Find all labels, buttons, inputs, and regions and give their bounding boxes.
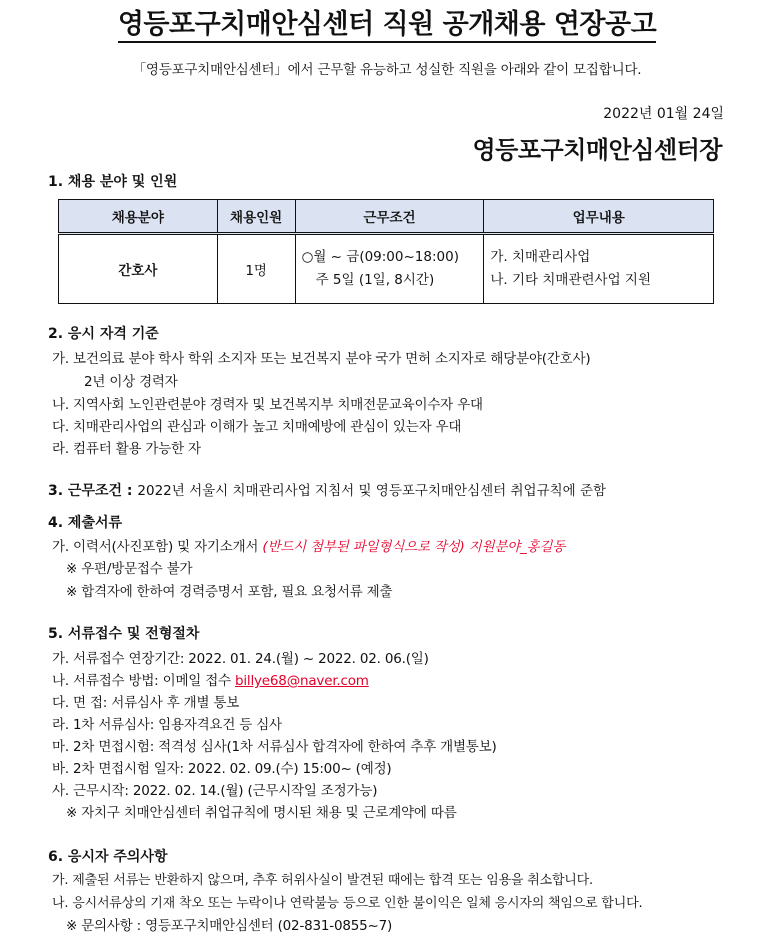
cell-count: 1명 bbox=[217, 234, 295, 304]
condition-line-1: ○월 ~ 금(09:00~18:00) bbox=[301, 249, 459, 265]
section5-heading: 5. 서류접수 및 전형절차 bbox=[48, 626, 200, 642]
list-item: 라. 컴퓨터 활용 가능한 자 bbox=[52, 441, 201, 457]
list-item: 나. 응시서류상의 기재 착오 또는 누락이나 연락불능 등으로 인한 불이익은 일체 응시자의 책임으로 합니다. bbox=[52, 896, 643, 911]
document-item-text: 가. 이력서(사진포함) 및 자기소개서 bbox=[52, 539, 259, 555]
condition-line-2: 주 5일 (1일, 8시간) bbox=[315, 272, 435, 288]
duty-line-1: 가. 치매관리사업 bbox=[490, 249, 591, 265]
subtitle: 「영등포구치매안심센터」에서 근무할 유능하고 성실한 직원을 아래와 같이 모집합니다. bbox=[132, 62, 642, 78]
signer: 영등포구치매안심센터장 bbox=[472, 136, 722, 164]
list-item: 다. 면 접: 서류심사 후 개별 통보 bbox=[52, 695, 240, 711]
email-link[interactable]: billye68@naver.com bbox=[235, 673, 369, 689]
col-count: 채용인원 bbox=[217, 200, 295, 234]
section4-heading: 4. 제출서류 bbox=[48, 515, 123, 531]
section3-title: 3. 근무조건 : bbox=[48, 483, 133, 499]
page-title bbox=[0, 2, 774, 41]
list-item: 마. 2차 면접시험: 적격성 심사(1차 서류심사 합격자에 한하여 추후 개별통보) bbox=[52, 739, 497, 755]
section3-heading bbox=[48, 479, 606, 500]
recruit-table bbox=[58, 199, 714, 304]
cell-condition bbox=[295, 234, 484, 304]
list-note: ※ 합격자에 한하여 경력증명서 포함, 필요 요청서류 제출 bbox=[66, 584, 393, 600]
list-note: ※ 자치구 치매안심센터 취업규칙에 명시된 채용 및 근로계약에 따름 bbox=[66, 805, 457, 821]
list-item: 바. 2차 면접시험 일자: 2022. 02. 09.(수) 15:00~ (예정) bbox=[52, 761, 392, 777]
list-item: 다. 치매관리사업의 관심과 이해가 높고 치매예방에 관심이 있는자 우대 bbox=[52, 419, 462, 435]
list-item: 사. 근무시작: 2022. 02. 14.(월) (근무시작일 조정가능) bbox=[52, 783, 378, 799]
section6-heading: 6. 응시자 주의사항 bbox=[48, 849, 168, 865]
page-title-text: 영등포구치매안심센터 직원 공개채용 연장공고 bbox=[118, 9, 656, 43]
cell-field: 간호사 bbox=[59, 234, 218, 304]
list-note: ※ 문의사항 : 영등포구치매안심센터 (02-831-0855~7) bbox=[66, 918, 393, 934]
section2-heading: 2. 응시 자격 기준 bbox=[48, 326, 159, 342]
section3-text: 2022년 서울시 치매관리사업 지침서 및 영등포구치매안심센터 취업규칙에 준함 bbox=[137, 483, 607, 499]
document-item-note: (반드시 첨부된 파일형식으로 작성) 지원분야_홍길동 bbox=[262, 539, 566, 555]
list-note: ※ 우편/방문접수 불가 bbox=[66, 561, 193, 577]
table-header-row bbox=[59, 200, 714, 234]
col-field: 채용분야 bbox=[59, 200, 218, 234]
table-row bbox=[59, 234, 714, 304]
cell-duty bbox=[484, 234, 714, 304]
announcement-date: 2022년 01월 24일 bbox=[603, 106, 724, 122]
col-duty: 업무내용 bbox=[484, 200, 714, 234]
list-item: 가. 보건의료 분야 학사 학위 소지자 또는 보건복지 분야 국가 면허 소지자로 해당분야(간호사) bbox=[52, 351, 591, 367]
duty-line-2: 나. 기타 치매관련사업 지원 bbox=[490, 272, 652, 288]
section1-heading: 1. 채용 분야 및 인원 bbox=[48, 174, 178, 190]
submission-method: 나. 서류접수 방법: 이메일 접수 bbox=[52, 673, 231, 689]
list-item bbox=[52, 669, 369, 689]
list-item: 2년 이상 경력자 bbox=[84, 374, 178, 390]
col-condition: 근무조건 bbox=[295, 200, 484, 234]
list-item: 라. 1차 서류심사: 임용자격요건 등 심사 bbox=[52, 717, 282, 733]
list-item: 가. 서류접수 연장기간: 2022. 01. 24.(월) ~ 2022. 02. 06.(일) bbox=[52, 651, 429, 667]
list-item: 나. 지역사회 노인관련분야 경력자 및 보건복지부 치매전문교육이수자 우대 bbox=[52, 397, 483, 413]
list-item: 가. 제출된 서류는 반환하지 않으며, 추후 허위사실이 발견된 때에는 합격 또는 임용을 취소합니다. bbox=[52, 873, 593, 888]
list-item bbox=[52, 535, 565, 555]
